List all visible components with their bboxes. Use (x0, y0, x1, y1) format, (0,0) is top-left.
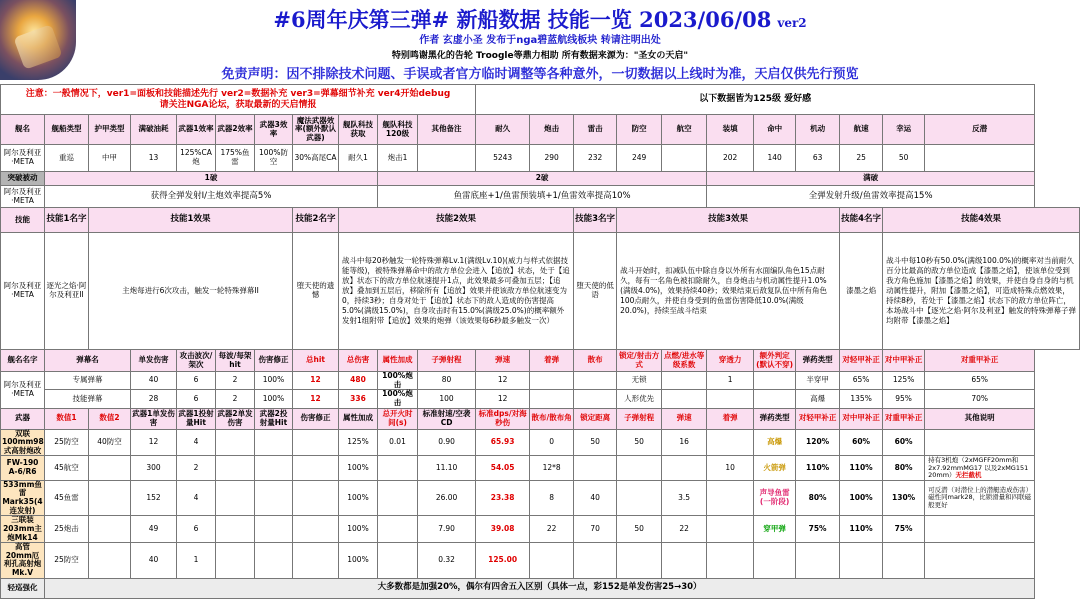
stat-value: 5243 (476, 145, 530, 172)
thanks-line: 特别鸣谢黑化的告轮 Troogle等鼎力相助 所有数据来源为："圣女の天启" (391, 51, 689, 61)
barrage-header: 单发伤害 (131, 350, 177, 372)
skill-2-effect: 战斗中每20秒触发一轮特殊弹幕Lv.1(满级Lv.10)(威力与样式依据技能等级)，被特殊弹幕命中的敌方单位会进入【追放】状态，处于【追放】状态下的敌方单位航速提升1点，此效果最多可叠加五层；【追放】叠加到五层后，移除所有【追放】效果并使该敌方单位航速变为0，持续3秒；自身对处于【追放】状态下的敌人造成的伤害提高5.0%(满级15.0%)，自身攻击时有15.0%(满级25.0%)的概率额外发射1组附带【追放】效果的炮弹（该效果每6秒最多触发一次） (339, 233, 574, 350)
skill-1-effect: 主炮每进行6次攻击，触发一轮特殊弹幕II (89, 233, 293, 350)
weapon-cell: 45鱼雷 (45, 480, 89, 516)
weapon-cell (255, 543, 293, 579)
weapon-header: 标准射速/空袭CD (418, 408, 476, 429)
stat-header: 其他备注 (418, 115, 476, 145)
skill-4-effect: 战斗中每10秒有50.0%(满级100.0%)的概率对当前耐久百分比最高的敌方单位造成【漆墨之焰】，使该单位受到我方角色施加【漆墨之焰】的效果，并使自身自身的与机动属性提升，附加【漆墨之焰】，可造成特殊点燃效果，持续8秒，若处于【漆墨之焰】状态下的敌方单位阵亡，本场战斗中【逐光之焰·阿尔及利亚】触发的特殊弹幕子弹均附带【漆墨之焰】 (883, 233, 1080, 350)
weapon-cell: 39.08 (476, 516, 530, 543)
weapon-cell (378, 543, 418, 579)
weapon-note: 可反潜（对潜位上的潜艇造成伤害）磁性同mark28，比锁滑量和四联磁般更好 (925, 480, 1035, 516)
footer-label: 轻巡强化 (1, 578, 45, 598)
weapon-cell (925, 543, 1035, 579)
barrage-cell (707, 390, 754, 408)
weapon-cell (707, 429, 754, 456)
weapon-cell: 25炮击 (45, 516, 89, 543)
skill-4-name: 漆墨之焰 (840, 233, 883, 350)
weapon-cell (255, 516, 293, 543)
weapon-cell (378, 480, 418, 516)
stat-header: 航速 (840, 115, 883, 145)
weapon-cell: 26.00 (418, 480, 476, 516)
barrage-header: 对轻甲补正 (840, 350, 883, 372)
breakthrough-2-desc: 鱼雷底座+1/鱼雷预装填+1/鱼雷效率提高10% (378, 186, 707, 208)
breakthrough-2-header: 2破 (378, 172, 707, 186)
weapon-cell (754, 543, 796, 579)
weapon-cell: 60% (883, 429, 925, 456)
weapon-cell (840, 543, 883, 579)
weapon-cell: 40防空 (89, 429, 131, 456)
notice-line-1: 注意：一般情况下，ver1=面板和技能描述先行 ver2=数据补充 ver3=弹幕细节补充 ver4开始debug (25, 89, 451, 100)
weapon-cell: 45航空 (45, 456, 89, 480)
stat-header: 武器1效率 (177, 115, 216, 145)
weapon-header: 着弹 (707, 408, 754, 429)
barrage-cell: 12 (293, 390, 339, 408)
weapon-cell: 22 (662, 516, 707, 543)
weapon-cell: 声导鱼雷(一阶段) (754, 480, 796, 516)
weapon-cell: 152 (131, 480, 177, 516)
weapon-cell: 11.10 (418, 456, 476, 480)
weapon-cell: 75% (796, 516, 840, 543)
barrage-cell: 1 (707, 372, 754, 390)
skill-2-effect-header: 技能2效果 (339, 208, 574, 233)
barrage-header: 攻击波次/架次 (177, 350, 216, 372)
stat-value: 25 (840, 145, 883, 172)
author-line: 作者 玄虚小圣 发布于nga碧蓝航线板块 转请注明出处 (419, 35, 661, 46)
stat-value: 50 (883, 145, 925, 172)
skill-3-name-header: 技能3名字 (574, 208, 617, 233)
weapon-cell: 12 (131, 429, 177, 456)
stat-value: 125%CA炮 (177, 145, 216, 172)
weapon-row (1, 516, 1080, 543)
barrage-cell (662, 390, 707, 408)
weapon-cell (883, 543, 925, 579)
weapon-cell: 0.01 (378, 429, 418, 456)
weapon-cell (574, 456, 617, 480)
weapon-cell: 0.90 (418, 429, 476, 456)
barrage-cell: 人形优先 (617, 390, 662, 408)
breakthrough-row (1, 186, 1080, 208)
stat-header: 舰名 (1, 115, 45, 145)
barrage-cell: 半穿甲 (796, 372, 840, 390)
stat-value: 耐久1 (339, 145, 378, 172)
barrage-header: 点燃/进水等级系数 (662, 350, 707, 372)
skills-header-row (1, 208, 1080, 233)
barrage-header: 着弹 (530, 350, 574, 372)
weapon-cell (216, 516, 255, 543)
stat-header: 反潜 (925, 115, 1035, 145)
weapon-cell: 高爆 (754, 429, 796, 456)
weapon-cell: 25防空 (45, 429, 89, 456)
stat-value: 175%鱼雷 (216, 145, 255, 172)
weapon-header: 其他说明 (925, 408, 1035, 429)
barrage-row (1, 372, 1080, 390)
barrage-header: 属性加成 (378, 350, 418, 372)
notice-line-2: 请关注NGA论坛，获取最新的天启情报 (159, 99, 317, 110)
barrage-header: 子弹射程 (418, 350, 476, 372)
breakthrough-1-header: 1破 (45, 172, 378, 186)
stat-header: 舰队科技120级 (378, 115, 418, 145)
weapon-cell (796, 543, 840, 579)
stat-header: 武器3效率 (255, 115, 293, 145)
weapon-cell (293, 543, 339, 579)
barrage-header: 舰名名字 (1, 350, 45, 372)
weapon-row (1, 480, 1080, 516)
stat-value (925, 145, 1035, 172)
weapon-cell: 6 (177, 516, 216, 543)
barrage-cell: 100%炮击 (378, 390, 418, 408)
stat-header: 满破油耗 (131, 115, 177, 145)
weapon-cell (255, 429, 293, 456)
weapon-cell: 16 (662, 429, 707, 456)
weapon-cell: 穿甲弹 (754, 516, 796, 543)
barrage-header: 弹速 (476, 350, 530, 372)
skill-2-name-header: 技能2名字 (293, 208, 339, 233)
weapon-header: 对轻甲补正 (796, 408, 840, 429)
stat-value: 232 (574, 145, 617, 172)
weapon-cell: 60% (840, 429, 883, 456)
weapon-header: 武器1投射量Hit (177, 408, 216, 429)
barrage-cell: 高爆 (796, 390, 840, 408)
weapon-cell (216, 429, 255, 456)
weapon-cell: 12*8 (530, 456, 574, 480)
weapon-cell (707, 516, 754, 543)
weapons-header-row (1, 408, 1080, 429)
stats-row (1, 145, 1080, 172)
weapon-cell: 70 (574, 516, 617, 543)
barrage-header: 每波/每架hit (216, 350, 255, 372)
weapon-header: 对中甲补正 (840, 408, 883, 429)
barrage-cell: 专属弹幕 (45, 372, 131, 390)
weapon-cell (662, 456, 707, 480)
stat-header: 舰船类型 (45, 115, 89, 145)
stat-value: 140 (754, 145, 796, 172)
stat-header: 幸运 (883, 115, 925, 145)
barrage-cell: 100% (255, 390, 293, 408)
barrage-header: 锁定/射击方式 (617, 350, 662, 372)
notice-cell (1, 85, 476, 115)
weapon-cell: 75% (883, 516, 925, 543)
barrage-cell: 40 (131, 372, 177, 390)
weapon-cell (89, 543, 131, 579)
weapon-cell (293, 429, 339, 456)
weapon-cell: 110% (840, 516, 883, 543)
page-header (0, 0, 1080, 84)
weapon-cell (707, 543, 754, 579)
breakthrough-3-header: 满破 (707, 172, 1035, 186)
barrage-header: 穿透力 (707, 350, 754, 372)
weapon-row (1, 543, 1080, 579)
weapon-header: 弹药类型 (754, 408, 796, 429)
weapon-cell: 0.32 (418, 543, 476, 579)
weapon-cell (617, 543, 662, 579)
weapon-cell: 4 (177, 429, 216, 456)
barrage-cell: 65% (840, 372, 883, 390)
stat-header: 武器2效率 (216, 115, 255, 145)
barrage-header: 散布 (574, 350, 617, 372)
barrage-header: 伤害修正 (255, 350, 293, 372)
weapon-header: 对重甲补正 (883, 408, 925, 429)
skill-1-effect-header: 技能1效果 (89, 208, 293, 233)
ship-name: 阿尔及利亚·META (1, 186, 45, 208)
stat-value: 中甲 (89, 145, 131, 172)
barrage-cell: 技能弹幕 (45, 390, 131, 408)
stat-value: 30%高尾CA (293, 145, 339, 172)
weapon-cell: 23.38 (476, 480, 530, 516)
stat-header: 雷击 (574, 115, 617, 145)
weapon-header: 属性加成 (339, 408, 378, 429)
stat-value (418, 145, 476, 172)
barrage-cell (662, 372, 707, 390)
weapon-header: 标准dps/对海秒伤 (476, 408, 530, 429)
weapon-cell: 50 (617, 516, 662, 543)
skill-4-effect-header: 技能4效果 (883, 208, 1080, 233)
weapon-cell (89, 516, 131, 543)
weapon-header: 子弹射程 (617, 408, 662, 429)
stat-header: 防空 (617, 115, 662, 145)
weapon-cell: 50 (574, 429, 617, 456)
weapon-cell (89, 480, 131, 516)
weapon-cell: 100% (339, 543, 378, 579)
breakthrough-1-desc: 获得全弹发射I/主炮效率提高5% (45, 186, 378, 208)
weapon-cell: 125% (339, 429, 378, 456)
barrage-cell: 100% (255, 372, 293, 390)
weapon-cell (216, 543, 255, 579)
weapon-name: FW-190 A-6/R6 (1, 456, 45, 480)
page-title (0, 4, 1080, 34)
stat-header: 航空 (662, 115, 707, 145)
barrage-cell: 125% (883, 372, 925, 390)
weapon-cell: 25防空 (45, 543, 89, 579)
stat-header: 炮击 (530, 115, 574, 145)
weapon-cell: 50 (617, 429, 662, 456)
barrage-cell: 70% (925, 390, 1035, 408)
barrage-cell: 6 (177, 372, 216, 390)
weapon-header: 武器2单发伤害 (216, 408, 255, 429)
weapon-header: 散布/散布角 (530, 408, 574, 429)
stat-header: 机动 (796, 115, 840, 145)
weapon-cell (378, 456, 418, 480)
barrage-header: 弹药类型 (796, 350, 840, 372)
barrage-cell: 135% (840, 390, 883, 408)
weapon-cell (617, 456, 662, 480)
barrage-cell (754, 390, 796, 408)
skill-3-name: 堕天使的低语 (574, 233, 617, 350)
barrage-cell: 6 (177, 390, 216, 408)
weapon-cell (925, 429, 1035, 456)
stat-header: 耐久 (476, 115, 530, 145)
skill-4-name-header: 技能4名字 (840, 208, 883, 233)
weapon-name: 三联装203mm主炮Mk14 (1, 516, 45, 543)
breakthrough-3-desc: 全弹发射升级/鱼雷效率提高15% (707, 186, 1035, 208)
weapon-cell: 125.00 (476, 543, 530, 579)
barrage-header: 对中甲补正 (883, 350, 925, 372)
barrage-header: 总hit (293, 350, 339, 372)
stat-header: 魔法武器效率(额外默认武器) (293, 115, 339, 145)
barrage-cell: 336 (339, 390, 378, 408)
weapon-cell: 120% (796, 429, 840, 456)
skill-3-effect-header: 技能3效果 (617, 208, 840, 233)
weapon-cell: 110% (796, 456, 840, 480)
barrage-header: 弹幕名 (45, 350, 131, 372)
weapon-cell (707, 480, 754, 516)
barrage-row (1, 390, 1080, 408)
stat-value: 249 (617, 145, 662, 172)
weapon-cell (378, 516, 418, 543)
weapon-cell: 110% (840, 456, 883, 480)
barrage-cell: 100%炮击 (378, 372, 418, 390)
weapon-cell (574, 543, 617, 579)
weapon-cell: 49 (131, 516, 177, 543)
weapon-cell: 3.5 (662, 480, 707, 516)
weapon-note: 持有3机炮（2xMGFF20mm和2x7.92mmMG17 以及2xMG151 20mm）无拦截机 (925, 456, 1035, 480)
breakthrough-label: 突破被动 (1, 172, 45, 186)
barrage-cell (574, 390, 617, 408)
weapon-name: 高管20mm厄利孔高射炮Mk.V (1, 543, 45, 579)
barrage-cell: 12 (476, 372, 530, 390)
skills-label: 技能 (1, 208, 45, 233)
barrage-cell: 2 (216, 372, 255, 390)
breakthrough-header-row (1, 172, 1080, 186)
barrage-header: 额外判定(默认不穿) (754, 350, 796, 372)
weapon-name: 双联100mm98式高射炮改 (2, 428, 44, 455)
weapon-header: 锁定距离 (574, 408, 617, 429)
weapon-cell (530, 543, 574, 579)
footer-text: 大多数都是加强20%，偶尔有四舍五入区别（具体一点，彩152是单发伤害25→30） (45, 578, 1035, 598)
barrage-cell: 无锁 (617, 372, 662, 390)
barrage-header: 总伤害 (339, 350, 378, 372)
barrage-cell: 65% (925, 372, 1035, 390)
ship-name: 阿尔及利亚·META (1, 145, 45, 172)
weapon-cell (293, 516, 339, 543)
barrage-cell: 28 (131, 390, 177, 408)
title-text: #6周年庆第三弹# 新船数据 技能一览 2023/06/08 (273, 7, 772, 32)
weapon-row (1, 429, 1080, 456)
skill-2-name: 堕天使的遗憾 (293, 233, 339, 350)
weapon-cell (255, 456, 293, 480)
weapon-cell (925, 516, 1035, 543)
footer-row (1, 578, 1080, 598)
barrage-header: 对重甲补正 (925, 350, 1035, 372)
weapon-cell: 40 (574, 480, 617, 516)
weapon-cell: 4 (177, 480, 216, 516)
barrage-cell: 12 (476, 390, 530, 408)
weapon-cell (617, 480, 662, 516)
weapon-cell (216, 480, 255, 516)
barrage-cell: 480 (339, 372, 378, 390)
skill-3-effect: 战斗开始时，扣减队伍中除自身以外所有水面编队角色15点耐久，每有一名角色被扣除耐久，自身炮击与机动属性提升1.0%(满级4.0%)，效果持续40秒；效果结束后敌复队伍中所有角色100点耐久，并使自身受到的鱼雷伤害降低10.0%(满级20.0%)，持续至战斗结束 (617, 233, 840, 350)
weapon-header: 数值2 (89, 408, 131, 429)
weapon-header: 武器1单发伤害 (131, 408, 177, 429)
barrage-cell: 2 (216, 390, 255, 408)
stat-value: 13 (131, 145, 177, 172)
weapon-row (1, 456, 1080, 480)
weapon-name: 533mm鱼雷Mark35(4连发射) (2, 479, 43, 515)
data-sheet (0, 84, 1080, 599)
stat-value: 重巡 (45, 145, 89, 172)
stat-value: 290 (530, 145, 574, 172)
stat-value: 100%防空 (255, 145, 293, 172)
weapon-header: 数值1 (45, 408, 89, 429)
weapon-cell: 80% (883, 456, 925, 480)
ship-name: 阿尔及利亚·META (1, 233, 45, 350)
ship-name: 阿尔及利亚·META (1, 372, 45, 409)
barrage-header-row (1, 350, 1080, 372)
barrage-cell: 100 (418, 390, 476, 408)
weapon-cell: 1 (177, 543, 216, 579)
barrage-cell (574, 372, 617, 390)
weapon-cell: 0 (530, 429, 574, 456)
weapon-cell: 100% (339, 456, 378, 480)
weapon-cell (89, 456, 131, 480)
barrage-cell (754, 372, 796, 390)
version-label: ver2 (777, 16, 807, 30)
disclaimer: 免责声明：因不排除技术问题、手误或者官方临时调整等各种意外，一切数据以上线时为准，天启仅供先行预览 (221, 67, 859, 82)
stat-header: 装填 (707, 115, 754, 145)
skills-row (1, 233, 1080, 350)
weapon-cell: 300 (131, 456, 177, 480)
weapon-header: 总开火时间(s) (378, 408, 418, 429)
barrage-cell: 95% (883, 390, 925, 408)
weapon-cell (216, 456, 255, 480)
weapon-header: 武器 (1, 408, 45, 429)
stat-value (662, 145, 707, 172)
barrage-cell: 80 (418, 372, 476, 390)
weapon-cell: 10 (707, 456, 754, 480)
weapon-header: 弹速 (662, 408, 707, 429)
weapon-header: 伤害修正 (293, 408, 339, 429)
weapon-cell: 22 (530, 516, 574, 543)
stats-header-row (1, 115, 1080, 145)
stat-value: 炮击1 (378, 145, 418, 172)
skill-1-name: 逐光之焰·阿尔及利亚II (45, 233, 89, 350)
weapon-cell: 130% (883, 480, 925, 516)
weapon-cell (293, 456, 339, 480)
weapon-cell: 100% (339, 516, 378, 543)
weapon-cell: 80% (796, 480, 840, 516)
weapon-cell: 65.93 (476, 429, 530, 456)
weapon-cell: 7.90 (418, 516, 476, 543)
barrage-cell: 12 (293, 372, 339, 390)
skill-1-name-header: 技能1名字 (45, 208, 89, 233)
weapon-cell (293, 480, 339, 516)
weapon-cell (662, 543, 707, 579)
weapon-cell: 100% (339, 480, 378, 516)
weapon-cell (255, 480, 293, 516)
weapon-cell: 8 (530, 480, 574, 516)
weapon-header: 武器2投射量Hit (255, 408, 293, 429)
level-note: 以下数据皆为125级 爱好感 (476, 85, 1035, 115)
stat-header: 舰队科技获取 (339, 115, 378, 145)
barrage-cell (530, 372, 574, 390)
stat-header: 护甲类型 (89, 115, 131, 145)
stat-header: 命中 (754, 115, 796, 145)
weapon-cell: 火箭弹 (754, 456, 796, 480)
stat-value: 63 (796, 145, 840, 172)
weapon-cell: 2 (177, 456, 216, 480)
weapon-cell: 40 (131, 543, 177, 579)
stat-value: 202 (707, 145, 754, 172)
weapon-cell: 100% (840, 480, 883, 516)
barrage-cell (530, 390, 574, 408)
weapon-cell: 54.05 (476, 456, 530, 480)
